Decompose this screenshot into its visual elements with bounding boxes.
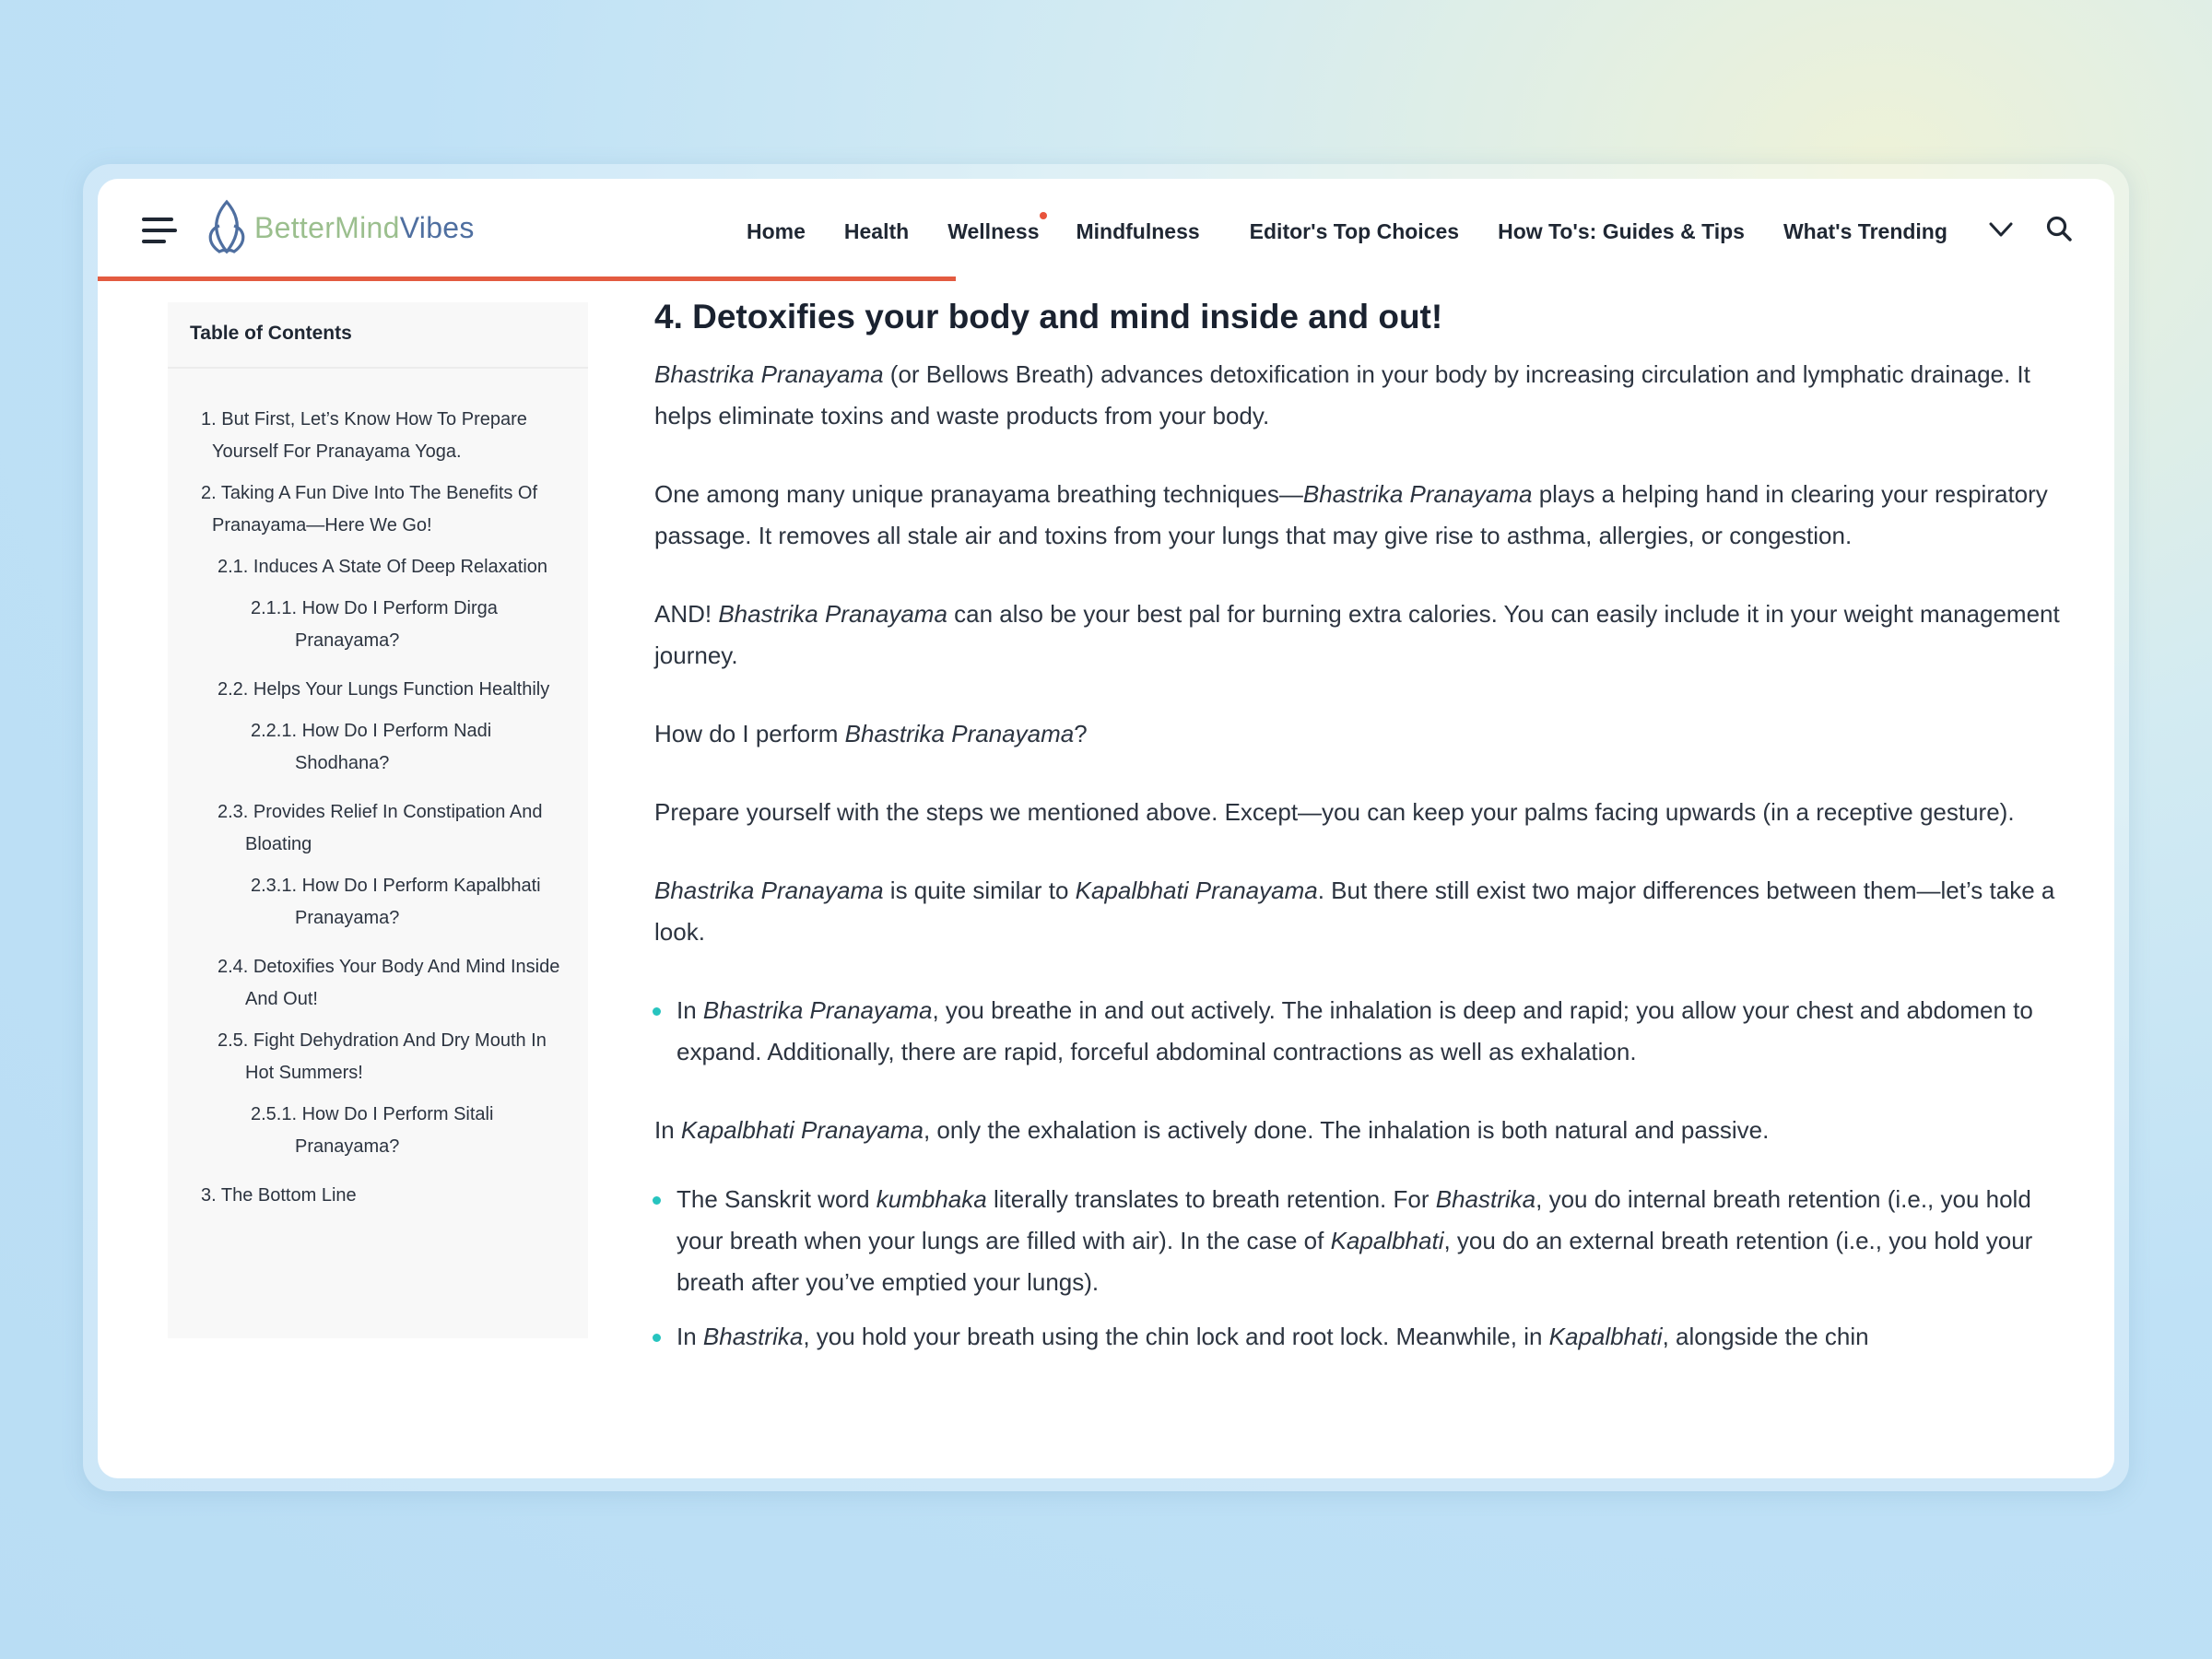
toc-item-label: How Do I Perform Kapalbhati Pranayama? <box>295 876 541 928</box>
site-header <box>98 179 2114 280</box>
nav-item-editors-top-choices[interactable]: Editor's Top Choices <box>1249 218 1460 243</box>
text-run: , only the exhalation is actively done. The inhalation is both natural and passive. <box>923 1116 1770 1144</box>
toc-item-number: 2.5.1. <box>251 1104 298 1124</box>
paragraph <box>654 1110 2065 1151</box>
toc-item[interactable] <box>201 1099 560 1163</box>
text-run: , you do internal breath retention (i.e., you hold your breath when your lungs are filled with air). In the case of <box>677 1185 2031 1254</box>
toc-item[interactable] <box>201 715 560 780</box>
text-run: , you breathe in and out actively. The inhalation is deep and rapid; you allow your chest and abdomen to expand. Additionally, there are rapid, forceful abdominal contractions as well as exhalation. <box>677 996 2033 1065</box>
emphasis: Bhastrika <box>1435 1185 1536 1213</box>
nav-item-how-tos[interactable]: How To's: Guides & Tips <box>1498 218 1745 243</box>
text-run: , you do an external breath retention (i.e., you hold your breath after you’ve emptied your lungs). <box>677 1227 2033 1296</box>
reading-progress-fill <box>98 276 956 281</box>
section-heading: 4. Detoxifies your body and mind inside and out! <box>654 298 1443 335</box>
reading-progress-bar <box>98 276 2114 281</box>
text-run: The Sanskrit word <box>677 1185 877 1213</box>
toc-item-number: 2.1.1. <box>251 598 298 618</box>
paragraph <box>654 594 2065 677</box>
chevron-down-icon[interactable] <box>1987 216 2015 243</box>
text-run: How do I perform <box>654 720 845 747</box>
text-run: can also be your best pal for burning extra calories. You can easily include it in your weight management journey. <box>654 600 2060 669</box>
text-run: One among many unique pranayama breathing techniques— <box>654 480 1303 508</box>
toc-item[interactable] <box>201 551 560 583</box>
list-item <box>654 1179 2065 1303</box>
toc-item[interactable] <box>201 796 560 861</box>
site-logo[interactable] <box>201 197 475 258</box>
bullet-list <box>654 1179 2065 1358</box>
emphasis: Bhastrika Pranayama <box>654 360 884 388</box>
paragraph <box>654 354 2065 437</box>
nav-item-wellness-label: Wellness <box>947 218 1040 243</box>
text-run: AND! <box>654 600 719 628</box>
toc-item[interactable] <box>201 477 560 542</box>
text-run: literally translates to breath retention. For <box>986 1185 1436 1213</box>
text-run: , you hold your breath using the chin lock and root lock. Meanwhile, in <box>803 1323 1549 1350</box>
toc-item[interactable] <box>201 404 560 468</box>
nav-item-mindfulness[interactable]: Mindfulness <box>1076 218 1200 243</box>
main-nav <box>747 210 1947 253</box>
text-run: is quite similar to <box>883 877 1076 904</box>
lotus-logo-icon <box>201 198 253 257</box>
toc-title: Table of Contents <box>168 302 588 369</box>
text-run: In <box>677 996 703 1024</box>
emphasis: Kapalbhati <box>1330 1227 1444 1254</box>
text-run: In <box>677 1323 703 1350</box>
emphasis: Bhastrika <box>702 1323 804 1350</box>
emphasis: Bhastrika Pranayama <box>654 877 884 904</box>
toc-list <box>168 369 588 1212</box>
toc-item-label: How Do I Perform Nadi Shodhana? <box>295 721 492 773</box>
nav-item-home[interactable]: Home <box>747 218 806 243</box>
nav-item-health[interactable]: Health <box>843 218 910 243</box>
emphasis: Bhastrika Pranayama <box>844 720 1075 747</box>
browser-window <box>98 179 2114 1478</box>
toc-item-label: Fight Dehydration And Dry Mouth In Hot Summers! <box>245 1030 547 1083</box>
toc-item[interactable] <box>201 674 560 706</box>
toc-item[interactable] <box>201 1180 560 1212</box>
list-item <box>654 1316 2065 1358</box>
toc-item-number: 2.3. <box>218 802 249 822</box>
toc-item-label: But First, Let’s Know How To Prepare Yourself For Pranayama Yoga. <box>212 409 527 462</box>
text-run: . But there still exist two major differences between them—let’s take a look. <box>654 877 2055 946</box>
toc-item-number: 2.2.1. <box>251 721 298 741</box>
toc-item-number: 2.1. <box>218 557 249 577</box>
hamburger-menu-icon[interactable] <box>142 216 179 245</box>
logo-wordmark-part2: Vibes <box>399 210 475 244</box>
toc-item[interactable] <box>201 870 560 935</box>
toc-item-label: Helps Your Lungs Function Healthily <box>253 679 550 700</box>
toc-item-label: Detoxifies Your Body And Mind Inside And Out! <box>245 957 560 1009</box>
toc-item[interactable] <box>201 593 560 657</box>
paragraph <box>654 713 2065 755</box>
toc-item-number: 2.5. <box>218 1030 249 1051</box>
toc-item-number: 2.4. <box>218 957 249 977</box>
toc-item-label: The Bottom Line <box>220 1185 357 1206</box>
nav-item-wellness[interactable] <box>947 219 1039 244</box>
toc-item-label: Taking A Fun Dive Into The Benefits Of Pranayama—Here We Go! <box>212 483 538 535</box>
toc-item-label: How Do I Perform Dirga Pranayama? <box>295 598 498 651</box>
logo-wordmark-part1: BetterMind <box>254 210 400 244</box>
emphasis: Bhastrika Pranayama <box>702 996 933 1024</box>
toc-item-number: 3. <box>201 1185 217 1206</box>
emphasis: kumbhaka <box>876 1185 987 1213</box>
toc-item-number: 2.2. <box>218 679 249 700</box>
toc-item[interactable] <box>201 951 560 1016</box>
emphasis: Kapalbhati <box>1548 1323 1663 1350</box>
text-run: plays a helping hand in clearing your respiratory passage. It removes all stale air and toxins from your lungs that may give rise to asthma, allergies, or congestion. <box>654 480 2048 549</box>
text-run: , alongside the chin <box>1662 1323 1869 1350</box>
text-run: (or Bellows Breath) advances detoxification in your body by increasing circulation and lymphatic drainage. It helps eliminate toxins and waste products from your body. <box>654 360 2030 429</box>
toc-item[interactable] <box>201 1025 560 1089</box>
toc-item-number: 1. <box>201 409 217 429</box>
toc-item-label: How Do I Perform Sitali Pranayama? <box>295 1104 494 1157</box>
search-icon[interactable] <box>2044 214 2074 243</box>
toc-item-number: 2. <box>201 483 217 503</box>
emphasis: Bhastrika Pranayama <box>1302 480 1533 508</box>
logo-wordmark <box>254 211 475 245</box>
nav-item-whats-trending[interactable]: What's Trending <box>1783 218 1947 243</box>
emphasis: Kapalbhati Pranayama <box>680 1116 924 1144</box>
text-run: In <box>654 1116 681 1144</box>
list-item <box>654 990 2065 1073</box>
text-run: ? <box>1074 720 1088 747</box>
article-body <box>654 293 2065 1394</box>
emphasis: Bhastrika Pranayama <box>718 600 947 628</box>
table-of-contents <box>168 302 588 1338</box>
notification-dot <box>1040 212 1047 219</box>
toc-item-number: 2.3.1. <box>251 876 298 896</box>
text-run: Prepare yourself with the steps we mentioned above. Except—you can keep your palms facing upwards (in a receptive gesture). <box>654 798 2015 826</box>
toc-item-label: Provides Relief In Constipation And Bloating <box>245 802 543 854</box>
paragraph <box>654 792 2065 833</box>
toc-item-label: Induces A State Of Deep Relaxation <box>253 557 548 577</box>
paragraph <box>654 474 2065 557</box>
paragraph <box>654 870 2065 953</box>
bullet-list <box>654 990 2065 1073</box>
emphasis: Kapalbhati Pranayama <box>1075 877 1318 904</box>
